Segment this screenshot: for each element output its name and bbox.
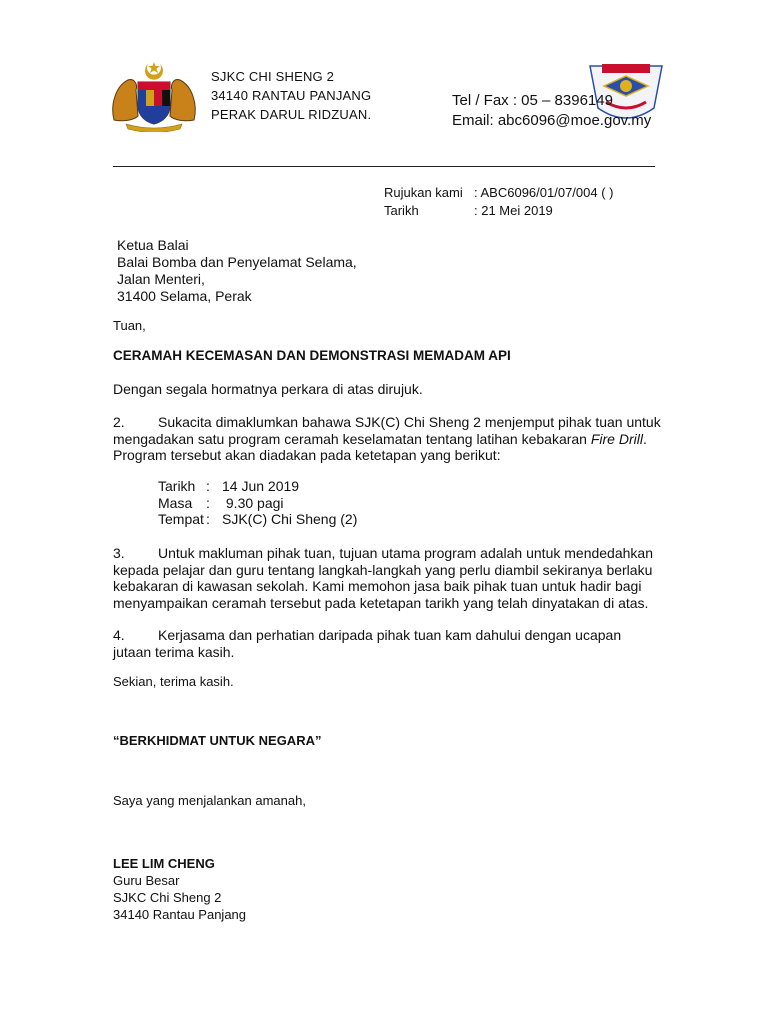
paragraph-line: mengadakan satu program ceramah keselamatan tentang latihan kebakaran bbox=[113, 430, 591, 447]
signature-block bbox=[113, 855, 246, 923]
fire-drill-term: Fire Drill bbox=[590, 430, 643, 447]
motto: “BERKHIDMAT UNTUK NEGARA” bbox=[113, 733, 322, 748]
date-row bbox=[384, 202, 613, 220]
paragraph-line: jutaan terima kasih. bbox=[113, 643, 235, 660]
paragraph-2 bbox=[113, 414, 661, 464]
letter-subject: CERAMAH KECEMASAN DAN DEMONSTRASI MEMADAM API bbox=[113, 348, 511, 363]
closing: Sekian, terima kasih. bbox=[113, 674, 234, 689]
paragraph-line: Untuk makluman pihak tuan, tujuan utama program adalah untuk mendedahkan bbox=[158, 545, 653, 561]
contact-block bbox=[452, 91, 651, 131]
paragraph-1: Dengan segala hormatnya perkara di atas dirujuk. bbox=[113, 381, 423, 397]
salutation: Tuan, bbox=[113, 318, 146, 333]
paragraph-line: Program tersebut akan diadakan pada ketetapan yang berikut: bbox=[113, 447, 501, 463]
paragraph-3 bbox=[113, 545, 653, 611]
date-value: : 21 Mei 2019 bbox=[474, 203, 553, 218]
signatory-title: Guru Besar bbox=[113, 873, 180, 888]
school-address-block bbox=[211, 67, 371, 124]
signatory-school: SJKC Chi Sheng 2 bbox=[113, 890, 222, 905]
paragraph-line: menyampaikan ceramah tersebut pada ketetapan tarikh yang telah dinyatakan di atas. bbox=[113, 594, 649, 611]
detail-key: Tarikh bbox=[158, 478, 196, 494]
recipient-line: Ketua Balai bbox=[117, 237, 189, 253]
paragraph-line: Sukacita dimaklumkan bahawa SJK(C) Chi Sheng 2 menjemput pihak tuan untuk bbox=[158, 414, 661, 430]
detail-row bbox=[158, 478, 357, 495]
signatory-address: 34140 Rantau Panjang bbox=[113, 907, 247, 922]
detail-key: Tempat bbox=[158, 511, 204, 527]
detail-value: 9.30 pagi bbox=[222, 494, 284, 511]
school-address-line2: PERAK DARUL RIDZUAN. bbox=[211, 107, 372, 122]
date-label: Tarikh bbox=[384, 203, 419, 218]
paragraph-line: Kerjasama dan perhatian daripada pihak tuan kam dahului dengan ucapan bbox=[158, 627, 622, 643]
reference-block bbox=[384, 184, 613, 220]
paragraph-line: kebakaran di kawasan sekolah. Kami memohon jasa baik pihak tuan untuk hadir bagi bbox=[113, 578, 642, 594]
school-address-line1: 34140 RANTAU PANJANG bbox=[211, 88, 372, 103]
coat-of-arms-logo bbox=[108, 60, 200, 132]
paragraph-punctuation: . bbox=[642, 430, 647, 447]
trust-line: Saya yang menjalankan amanah, bbox=[113, 793, 306, 808]
paragraph-line: kepada pelajar dan guru tentang langkah-langkah yang perlu diambil sekiranya berlaku bbox=[113, 561, 653, 578]
paragraph-number: 2. bbox=[113, 414, 125, 430]
school-name: SJKC CHI SHENG 2 bbox=[211, 69, 335, 84]
recipient-line: 31400 Selama, Perak bbox=[117, 288, 252, 304]
email: Email: abc6096@moe.gov.my bbox=[452, 112, 652, 129]
recipient-address bbox=[117, 237, 357, 305]
paragraph-4 bbox=[113, 627, 653, 660]
detail-key: Masa bbox=[158, 494, 193, 511]
reference-value: : ABC6096/01/07/004 ( ) bbox=[474, 185, 614, 200]
detail-separator: : bbox=[206, 494, 210, 511]
paragraph-number: 4. bbox=[113, 627, 125, 643]
reference-row bbox=[384, 184, 613, 202]
event-details bbox=[158, 478, 357, 528]
signatory-name: LEE LIM CHENG bbox=[113, 856, 215, 871]
detail-row bbox=[158, 511, 357, 528]
paragraph-number: 3. bbox=[113, 545, 125, 561]
recipient-line: Balai Bomba dan Penyelamat Selama, bbox=[117, 254, 357, 270]
detail-value: 14 Jun 2019 bbox=[222, 478, 300, 494]
header-divider bbox=[113, 166, 655, 167]
reference-label: Rujukan kami bbox=[384, 185, 463, 200]
detail-separator: : bbox=[206, 478, 210, 494]
recipient-line: Jalan Menteri, bbox=[117, 271, 205, 287]
detail-row bbox=[158, 495, 357, 512]
tel-fax: Tel / Fax : 05 – 8396149 bbox=[452, 92, 613, 109]
detail-value: SJK(C) Chi Sheng (2) bbox=[222, 511, 358, 527]
detail-separator: : bbox=[206, 511, 210, 527]
